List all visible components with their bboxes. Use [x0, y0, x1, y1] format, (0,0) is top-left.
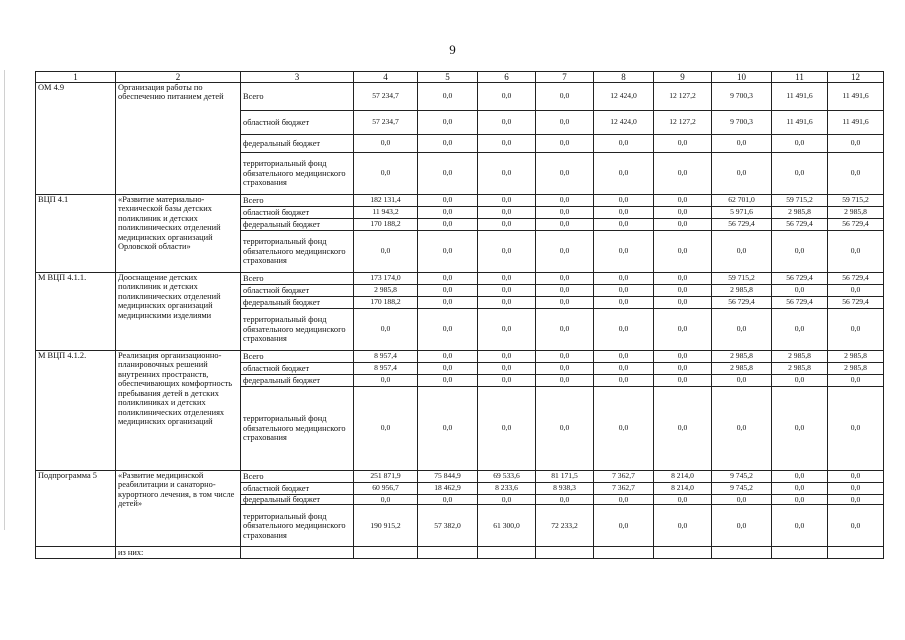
value-cell: 0,0	[594, 153, 654, 195]
subitems-row	[36, 547, 884, 559]
value-cell: 0,0	[536, 387, 594, 471]
value-cell: 56 729,4	[712, 297, 772, 309]
value-cell: 0,0	[654, 273, 712, 285]
column-header: 2	[116, 72, 241, 83]
program-code: ОМ 4.9	[36, 83, 116, 195]
value-cell: 170 188,2	[354, 219, 418, 231]
value-cell: 8 214,0	[654, 471, 712, 483]
value-cell: 0,0	[478, 309, 536, 351]
value-cell: 0,0	[478, 375, 536, 387]
funding-source: областной бюджет	[241, 483, 354, 495]
table-body	[36, 72, 884, 559]
value-cell: 0,0	[418, 83, 478, 111]
value-cell: 59 715,2	[828, 195, 884, 207]
value-cell: 0,0	[594, 375, 654, 387]
value-cell: 0,0	[828, 375, 884, 387]
value-cell: 11 491,6	[772, 83, 828, 111]
table-row	[36, 351, 884, 363]
value-cell: 0,0	[594, 363, 654, 375]
funding-source: федеральный бюджет	[241, 297, 354, 309]
value-cell: 0,0	[594, 309, 654, 351]
column-header: 4	[354, 72, 418, 83]
value-cell: 0,0	[712, 387, 772, 471]
value-cell: 56 729,4	[712, 219, 772, 231]
value-cell: 0,0	[594, 285, 654, 297]
program-code: Подпрограмма 5	[36, 471, 116, 547]
value-cell: 0,0	[772, 387, 828, 471]
value-cell: 0,0	[654, 135, 712, 153]
column-header: 3	[241, 72, 354, 83]
funding-source: федеральный бюджет	[241, 375, 354, 387]
value-cell: 9 745,2	[712, 471, 772, 483]
empty-cell	[828, 547, 884, 559]
value-cell: 0,0	[354, 231, 418, 273]
value-cell: 0,0	[536, 351, 594, 363]
value-cell: 0,0	[654, 285, 712, 297]
value-cell: 0,0	[772, 471, 828, 483]
funding-source: областной бюджет	[241, 111, 354, 135]
value-cell: 0,0	[594, 135, 654, 153]
empty-cell	[36, 547, 116, 559]
value-cell: 2 985,8	[712, 285, 772, 297]
value-cell: 2 985,8	[712, 363, 772, 375]
value-cell: 0,0	[418, 195, 478, 207]
value-cell: 81 171,5	[536, 471, 594, 483]
value-cell: 2 985,8	[828, 363, 884, 375]
column-header: 9	[654, 72, 712, 83]
value-cell: 0,0	[772, 483, 828, 495]
value-cell: 11 491,6	[828, 111, 884, 135]
funding-source: областной бюджет	[241, 363, 354, 375]
value-cell: 0,0	[654, 495, 712, 505]
value-cell: 57 382,0	[418, 505, 478, 547]
value-cell: 0,0	[418, 351, 478, 363]
value-cell: 7 362,7	[594, 471, 654, 483]
value-cell: 0,0	[772, 135, 828, 153]
value-cell: 0,0	[354, 153, 418, 195]
value-cell: 0,0	[536, 495, 594, 505]
value-cell: 0,0	[418, 273, 478, 285]
value-cell: 0,0	[478, 273, 536, 285]
value-cell: 0,0	[536, 83, 594, 111]
value-cell: 5 971,6	[712, 207, 772, 219]
value-cell: 0,0	[828, 505, 884, 547]
column-header: 6	[478, 72, 536, 83]
value-cell: 59 715,2	[712, 273, 772, 285]
value-cell: 0,0	[828, 135, 884, 153]
value-cell: 0,0	[418, 231, 478, 273]
value-cell: 0,0	[654, 297, 712, 309]
value-cell: 0,0	[828, 495, 884, 505]
value-cell: 75 844,9	[418, 471, 478, 483]
value-cell: 0,0	[536, 153, 594, 195]
value-cell: 0,0	[478, 297, 536, 309]
value-cell: 0,0	[418, 309, 478, 351]
program-code: М ВЦП 4.1.1.	[36, 273, 116, 351]
program-name: Дооснащение детских поликлиник и детских поликлинических отделений медицинских организаций медицинскими изделиями	[116, 273, 241, 351]
value-cell: 0,0	[418, 153, 478, 195]
value-cell: 0,0	[536, 231, 594, 273]
value-cell: 0,0	[712, 135, 772, 153]
value-cell: 0,0	[478, 219, 536, 231]
value-cell: 0,0	[828, 231, 884, 273]
value-cell: 0,0	[418, 219, 478, 231]
value-cell: 61 300,0	[478, 505, 536, 547]
value-cell: 0,0	[478, 495, 536, 505]
value-cell: 0,0	[478, 195, 536, 207]
value-cell: 0,0	[654, 309, 712, 351]
empty-cell	[478, 547, 536, 559]
funding-source: областной бюджет	[241, 207, 354, 219]
value-cell: 0,0	[536, 111, 594, 135]
value-cell: 0,0	[772, 505, 828, 547]
column-header: 7	[536, 72, 594, 83]
value-cell: 0,0	[478, 135, 536, 153]
value-cell: 8 938,3	[536, 483, 594, 495]
value-cell: 56 729,4	[828, 297, 884, 309]
funding-source: федеральный бюджет	[241, 135, 354, 153]
column-header: 11	[772, 72, 828, 83]
value-cell: 0,0	[418, 387, 478, 471]
value-cell: 12 127,2	[654, 83, 712, 111]
value-cell: 0,0	[712, 375, 772, 387]
empty-cell	[354, 547, 418, 559]
empty-cell	[594, 547, 654, 559]
value-cell: 2 985,8	[828, 351, 884, 363]
value-cell: 56 729,4	[828, 273, 884, 285]
empty-cell	[241, 547, 354, 559]
value-cell: 182 131,4	[354, 195, 418, 207]
value-cell: 2 985,8	[828, 207, 884, 219]
value-cell: 62 701,0	[712, 195, 772, 207]
value-cell: 173 174,0	[354, 273, 418, 285]
value-cell: 0,0	[354, 135, 418, 153]
value-cell: 0,0	[478, 207, 536, 219]
value-cell: 0,0	[418, 375, 478, 387]
value-cell: 7 362,7	[594, 483, 654, 495]
value-cell: 190 915,2	[354, 505, 418, 547]
funding-source: территориальный фонд обязательного медицинского страхования	[241, 153, 354, 195]
value-cell: 0,0	[654, 153, 712, 195]
empty-cell	[418, 547, 478, 559]
funding-source: территориальный фонд обязательного медицинского страхования	[241, 387, 354, 471]
value-cell: 0,0	[418, 285, 478, 297]
value-cell: 0,0	[654, 387, 712, 471]
value-cell: 8 233,6	[478, 483, 536, 495]
value-cell: 0,0	[772, 495, 828, 505]
empty-cell	[654, 547, 712, 559]
column-header: 10	[712, 72, 772, 83]
subitems-label: из них:	[116, 547, 241, 559]
value-cell: 57 234,7	[354, 83, 418, 111]
value-cell: 0,0	[536, 297, 594, 309]
program-code: М ВЦП 4.1.2.	[36, 351, 116, 471]
value-cell: 12 424,0	[594, 83, 654, 111]
value-cell: 251 871,9	[354, 471, 418, 483]
page-margin-line	[4, 70, 5, 530]
value-cell: 0,0	[654, 375, 712, 387]
value-cell: 0,0	[478, 111, 536, 135]
value-cell: 2 985,8	[772, 351, 828, 363]
value-cell: 0,0	[418, 297, 478, 309]
value-cell: 0,0	[828, 483, 884, 495]
value-cell: 0,0	[594, 195, 654, 207]
funding-source: Всего	[241, 83, 354, 111]
value-cell: 0,0	[418, 111, 478, 135]
value-cell: 0,0	[654, 231, 712, 273]
program-name: Организация работы по обеспечению питанием детей	[116, 83, 241, 195]
value-cell: 0,0	[594, 495, 654, 505]
value-cell: 2 985,8	[712, 351, 772, 363]
value-cell: 0,0	[772, 153, 828, 195]
value-cell: 0,0	[828, 285, 884, 297]
value-cell: 11 491,6	[772, 111, 828, 135]
column-header: 12	[828, 72, 884, 83]
value-cell: 0,0	[828, 471, 884, 483]
value-cell: 0,0	[594, 207, 654, 219]
value-cell: 0,0	[594, 219, 654, 231]
value-cell: 0,0	[594, 351, 654, 363]
header-row	[36, 72, 884, 83]
funding-source: территориальный фонд обязательного медицинского страхования	[241, 231, 354, 273]
funding-source: территориальный фонд обязательного медицинского страхования	[241, 309, 354, 351]
value-cell: 0,0	[772, 231, 828, 273]
value-cell: 0,0	[594, 505, 654, 547]
value-cell: 0,0	[478, 83, 536, 111]
table-row	[36, 195, 884, 207]
value-cell: 2 985,8	[772, 207, 828, 219]
value-cell: 0,0	[536, 135, 594, 153]
value-cell: 0,0	[594, 231, 654, 273]
value-cell: 0,0	[418, 363, 478, 375]
empty-cell	[772, 547, 828, 559]
value-cell: 8 214,0	[654, 483, 712, 495]
value-cell: 0,0	[772, 309, 828, 351]
value-cell: 0,0	[712, 495, 772, 505]
value-cell: 0,0	[418, 495, 478, 505]
funding-source: территориальный фонд обязательного медицинского страхования	[241, 505, 354, 547]
value-cell: 0,0	[536, 363, 594, 375]
value-cell: 0,0	[354, 309, 418, 351]
value-cell: 0,0	[354, 375, 418, 387]
value-cell: 0,0	[654, 195, 712, 207]
value-cell: 56 729,4	[772, 273, 828, 285]
value-cell: 0,0	[712, 231, 772, 273]
value-cell: 0,0	[712, 309, 772, 351]
value-cell: 0,0	[418, 207, 478, 219]
value-cell: 0,0	[828, 387, 884, 471]
value-cell: 0,0	[712, 153, 772, 195]
value-cell: 9 745,2	[712, 483, 772, 495]
value-cell: 9 700,3	[712, 111, 772, 135]
value-cell: 56 729,4	[772, 219, 828, 231]
value-cell: 0,0	[594, 273, 654, 285]
value-cell: 0,0	[654, 351, 712, 363]
table-row	[36, 273, 884, 285]
value-cell: 0,0	[536, 375, 594, 387]
table-row	[36, 471, 884, 483]
value-cell: 0,0	[536, 207, 594, 219]
program-name: Реализация организационно-планировочных решений внутренних пространств, обеспечивающих комфортность пребывания детей в детских поликлиниках и детских поликлинических отделениях медицинских организаций	[116, 351, 241, 471]
empty-cell	[712, 547, 772, 559]
column-header: 1	[36, 72, 116, 83]
table-row	[36, 83, 884, 111]
value-cell: 2 985,8	[354, 285, 418, 297]
value-cell: 0,0	[536, 273, 594, 285]
value-cell: 72 233,2	[536, 505, 594, 547]
value-cell: 0,0	[654, 219, 712, 231]
funding-source: областной бюджет	[241, 285, 354, 297]
value-cell: 12 424,0	[594, 111, 654, 135]
funding-source: Всего	[241, 273, 354, 285]
value-cell: 0,0	[654, 363, 712, 375]
value-cell: 170 188,2	[354, 297, 418, 309]
funding-source: Всего	[241, 351, 354, 363]
funding-source: федеральный бюджет	[241, 495, 354, 505]
value-cell: 0,0	[478, 387, 536, 471]
budget-table	[35, 71, 884, 559]
value-cell: 0,0	[828, 153, 884, 195]
funding-source: федеральный бюджет	[241, 219, 354, 231]
empty-cell	[536, 547, 594, 559]
value-cell: 0,0	[772, 375, 828, 387]
program-code: ВЦП 4.1	[36, 195, 116, 273]
value-cell: 0,0	[536, 309, 594, 351]
value-cell: 0,0	[478, 363, 536, 375]
value-cell: 18 462,9	[418, 483, 478, 495]
value-cell: 57 234,7	[354, 111, 418, 135]
value-cell: 69 533,6	[478, 471, 536, 483]
value-cell: 12 127,2	[654, 111, 712, 135]
value-cell: 11 943,2	[354, 207, 418, 219]
value-cell: 0,0	[536, 285, 594, 297]
value-cell: 0,0	[418, 135, 478, 153]
value-cell: 8 957,4	[354, 363, 418, 375]
program-name: «Развитие материально-технической базы детских поликлиник и детских поликлинических отделений медицинских организаций Орловской области»	[116, 195, 241, 273]
value-cell: 0,0	[772, 285, 828, 297]
value-cell: 0,0	[478, 285, 536, 297]
value-cell: 0,0	[594, 297, 654, 309]
value-cell: 0,0	[536, 195, 594, 207]
program-name: «Развитие медицинской реабилитации и санаторно-курортного лечения, в том числе детей»	[116, 471, 241, 547]
value-cell: 60 956,7	[354, 483, 418, 495]
value-cell: 56 729,4	[828, 219, 884, 231]
column-header: 5	[418, 72, 478, 83]
value-cell: 11 491,6	[828, 83, 884, 111]
value-cell: 56 729,4	[772, 297, 828, 309]
value-cell: 59 715,2	[772, 195, 828, 207]
funding-source: Всего	[241, 471, 354, 483]
value-cell: 9 700,3	[712, 83, 772, 111]
value-cell: 0,0	[354, 387, 418, 471]
value-cell: 0,0	[478, 351, 536, 363]
value-cell: 0,0	[478, 153, 536, 195]
value-cell: 2 985,8	[772, 363, 828, 375]
value-cell: 0,0	[828, 309, 884, 351]
value-cell: 0,0	[478, 231, 536, 273]
value-cell: 0,0	[594, 387, 654, 471]
value-cell: 0,0	[536, 219, 594, 231]
value-cell: 0,0	[354, 495, 418, 505]
value-cell: 0,0	[712, 505, 772, 547]
page-number: 9	[449, 42, 456, 57]
value-cell: 0,0	[654, 207, 712, 219]
column-header: 8	[594, 72, 654, 83]
funding-source: Всего	[241, 195, 354, 207]
value-cell: 0,0	[654, 505, 712, 547]
value-cell: 8 957,4	[354, 351, 418, 363]
